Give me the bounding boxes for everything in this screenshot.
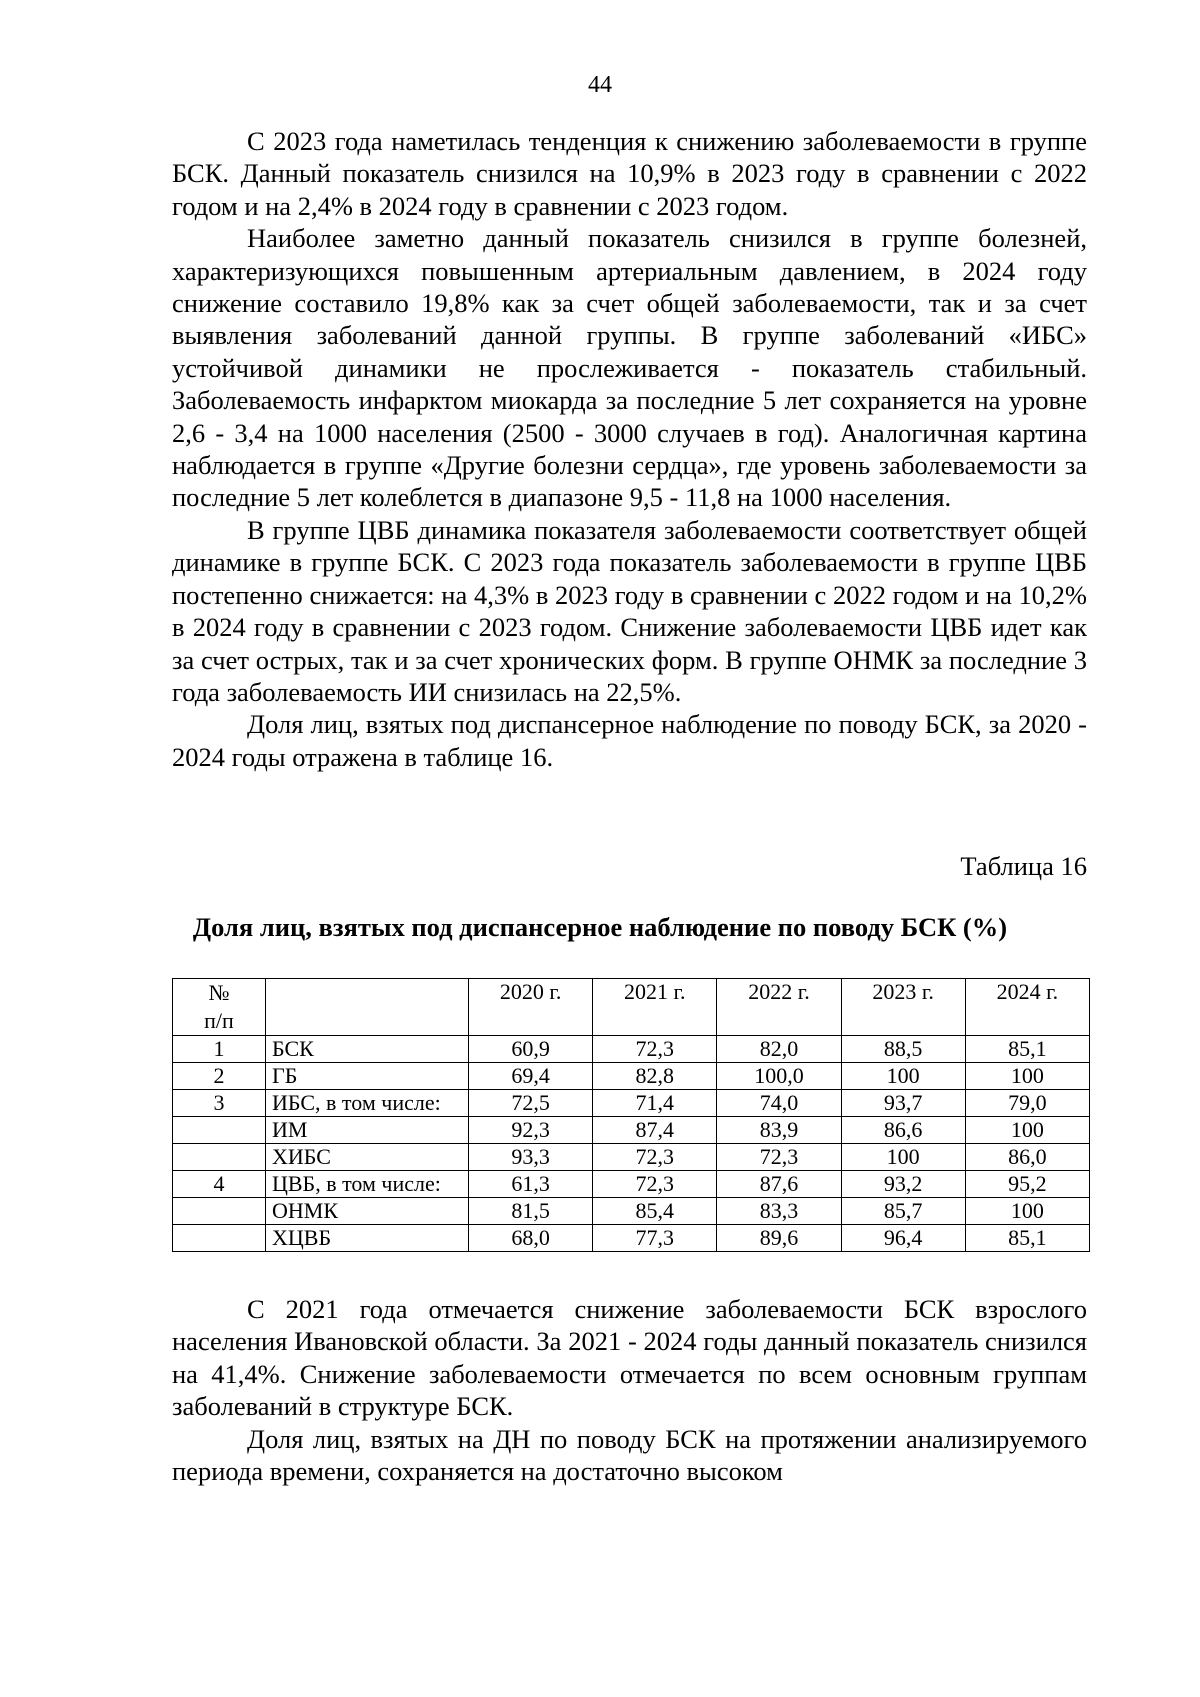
cell-name: ХИБС [266,1144,469,1171]
body-text-top [172,125,1087,773]
header-name [266,979,469,1036]
cell-value: 100,0 [717,1063,841,1090]
cell-value: 82,8 [593,1063,717,1090]
table-row [173,1090,1090,1117]
page-number: 44 [588,72,612,98]
cell-value: 100 [965,1198,1089,1225]
data-table [172,978,1090,1252]
cell-value: 87,6 [717,1171,841,1198]
table-row [173,1171,1090,1198]
cell-value: 72,3 [593,1144,717,1171]
cell-value: 93,3 [469,1144,593,1171]
cell-value: 74,0 [717,1090,841,1117]
header-year: 2020 г. [469,979,593,1036]
cell-num: 3 [173,1090,266,1117]
cell-value: 100 [841,1063,965,1090]
body-text-bottom [172,1293,1087,1487]
table-row [173,1198,1090,1225]
cell-value: 85,4 [593,1198,717,1225]
paragraph: Наиболее заметно данный показатель снизился в группе болезней, характеризующихся повышенным артериальным давлением, в 2024 году снижение составило 19,8% как за счет общей заболеваемости, так и за счет выявления заболеваний данной группы. В группе заболеваний «ИБС» устойчивой динамики не прослеживается - показатель стабильный. Заболеваемость инфарктом миокарда за последние 5 лет сохраняется на уровне 2,6 - 3,4 на 1000 населения (2500 - 3000 случаев в год). Аналогичная картина наблюдается в группе «Другие болезни сердца», где уровень заболеваемости за последние 5 лет колеблется в диапазоне 9,5 - 11,8 на 1000 населения. [172,223,1087,513]
cell-value: 72,5 [469,1090,593,1117]
cell-num [173,1198,266,1225]
cell-name: БСК [266,1036,469,1063]
cell-value: 72,3 [593,1036,717,1063]
cell-value: 85,1 [965,1036,1089,1063]
cell-value: 79,0 [965,1090,1089,1117]
cell-value: 81,5 [469,1198,593,1225]
cell-value: 60,9 [469,1036,593,1063]
cell-value: 85,7 [841,1198,965,1225]
cell-value: 85,1 [965,1225,1089,1252]
cell-value: 93,2 [841,1171,965,1198]
cell-num: 2 [173,1063,266,1090]
paragraph: С 2023 года наметилась тенденция к снижению заболеваемости в группе БСК. Данный показатель снизился на 10,9% в 2023 году в сравнении с 2022 годом и на 2,4% в 2024 году в сравнении с 2023 годом. [172,126,1087,221]
cell-num: 4 [173,1171,266,1198]
header-num-line2: п/п [204,1008,234,1033]
cell-value: 83,9 [717,1117,841,1144]
cell-value: 68,0 [469,1225,593,1252]
header-year: 2023 г. [841,979,965,1036]
cell-value: 88,5 [841,1036,965,1063]
cell-num: 1 [173,1036,266,1063]
cell-name: ХЦВБ [266,1225,469,1252]
cell-value: 77,3 [593,1225,717,1252]
cell-value: 100 [841,1144,965,1171]
cell-value: 71,4 [593,1090,717,1117]
cell-name: ГБ [266,1063,469,1090]
cell-value: 72,3 [717,1144,841,1171]
table-row [173,1036,1090,1063]
paragraph: С 2021 года отмечается снижение заболеваемости БСК взрослого населения Ивановской области. За 2021 - 2024 годы данный показатель снизился на 41,4%. Снижение заболеваемости отмечается по всем основным группам заболеваний в структуре БСК. [172,1294,1087,1422]
table-row [173,1063,1090,1090]
cell-value: 93,7 [841,1090,965,1117]
table-title: Доля лиц, взятых под диспансерное наблюдение по поводу БСК (%) [192,912,1008,942]
cell-value: 86,0 [965,1144,1089,1171]
header-num [173,979,266,1036]
cell-value: 69,4 [469,1063,593,1090]
cell-name: ЦВБ, в том числе: [266,1171,469,1198]
paragraph: Доля лиц, взятых на ДН по поводу БСК на протяжении анализируемого периода времени, сохраняется на достаточно высоком [172,1423,1087,1487]
cell-num [173,1144,266,1171]
table-row [173,1225,1090,1252]
cell-value: 100 [965,1063,1089,1090]
cell-value: 100 [965,1117,1089,1144]
cell-value: 96,4 [841,1225,965,1252]
cell-name: ИМ [266,1117,469,1144]
cell-value: 92,3 [469,1117,593,1144]
cell-num [173,1117,266,1144]
header-year: 2021 г. [593,979,717,1036]
table-row [173,1144,1090,1171]
cell-name: ИБС, в том числе: [266,1090,469,1117]
table-header-row [173,979,1090,1036]
cell-num [173,1225,266,1252]
header-year: 2024 г. [965,979,1089,1036]
cell-value: 83,3 [717,1198,841,1225]
cell-name: ОНМК [266,1198,469,1225]
header-num-line1: № [208,980,230,1005]
cell-value: 89,6 [717,1225,841,1252]
cell-value: 95,2 [965,1171,1089,1198]
table-caption: Таблица 16 [960,851,1087,881]
cell-value: 72,3 [593,1171,717,1198]
cell-value: 61,3 [469,1171,593,1198]
header-year: 2022 г. [717,979,841,1036]
cell-value: 82,0 [717,1036,841,1063]
cell-value: 86,6 [841,1117,965,1144]
cell-value: 87,4 [593,1117,717,1144]
table-row [173,1117,1090,1144]
paragraph: В группе ЦВБ динамика показателя заболеваемости соответствует общей динамике в группе БСК. С 2023 года показатель заболеваемости в группе ЦВБ постепенно снижается: на 4,3% в 2023 году в сравнении с 2022 годом и на 10,2% в 2024 году в сравнении с 2023 годом. Снижение заболеваемости ЦВБ идет как за счет острых, так и за счет хронических форм. В группе ОНМК за последние 3 года заболеваемость ИИ снизилась на 22,5%. [172,514,1087,707]
paragraph: Доля лиц, взятых под диспансерное наблюдение по поводу БСК, за 2020 - 2024 годы отражена в таблице 16. [172,709,1087,772]
